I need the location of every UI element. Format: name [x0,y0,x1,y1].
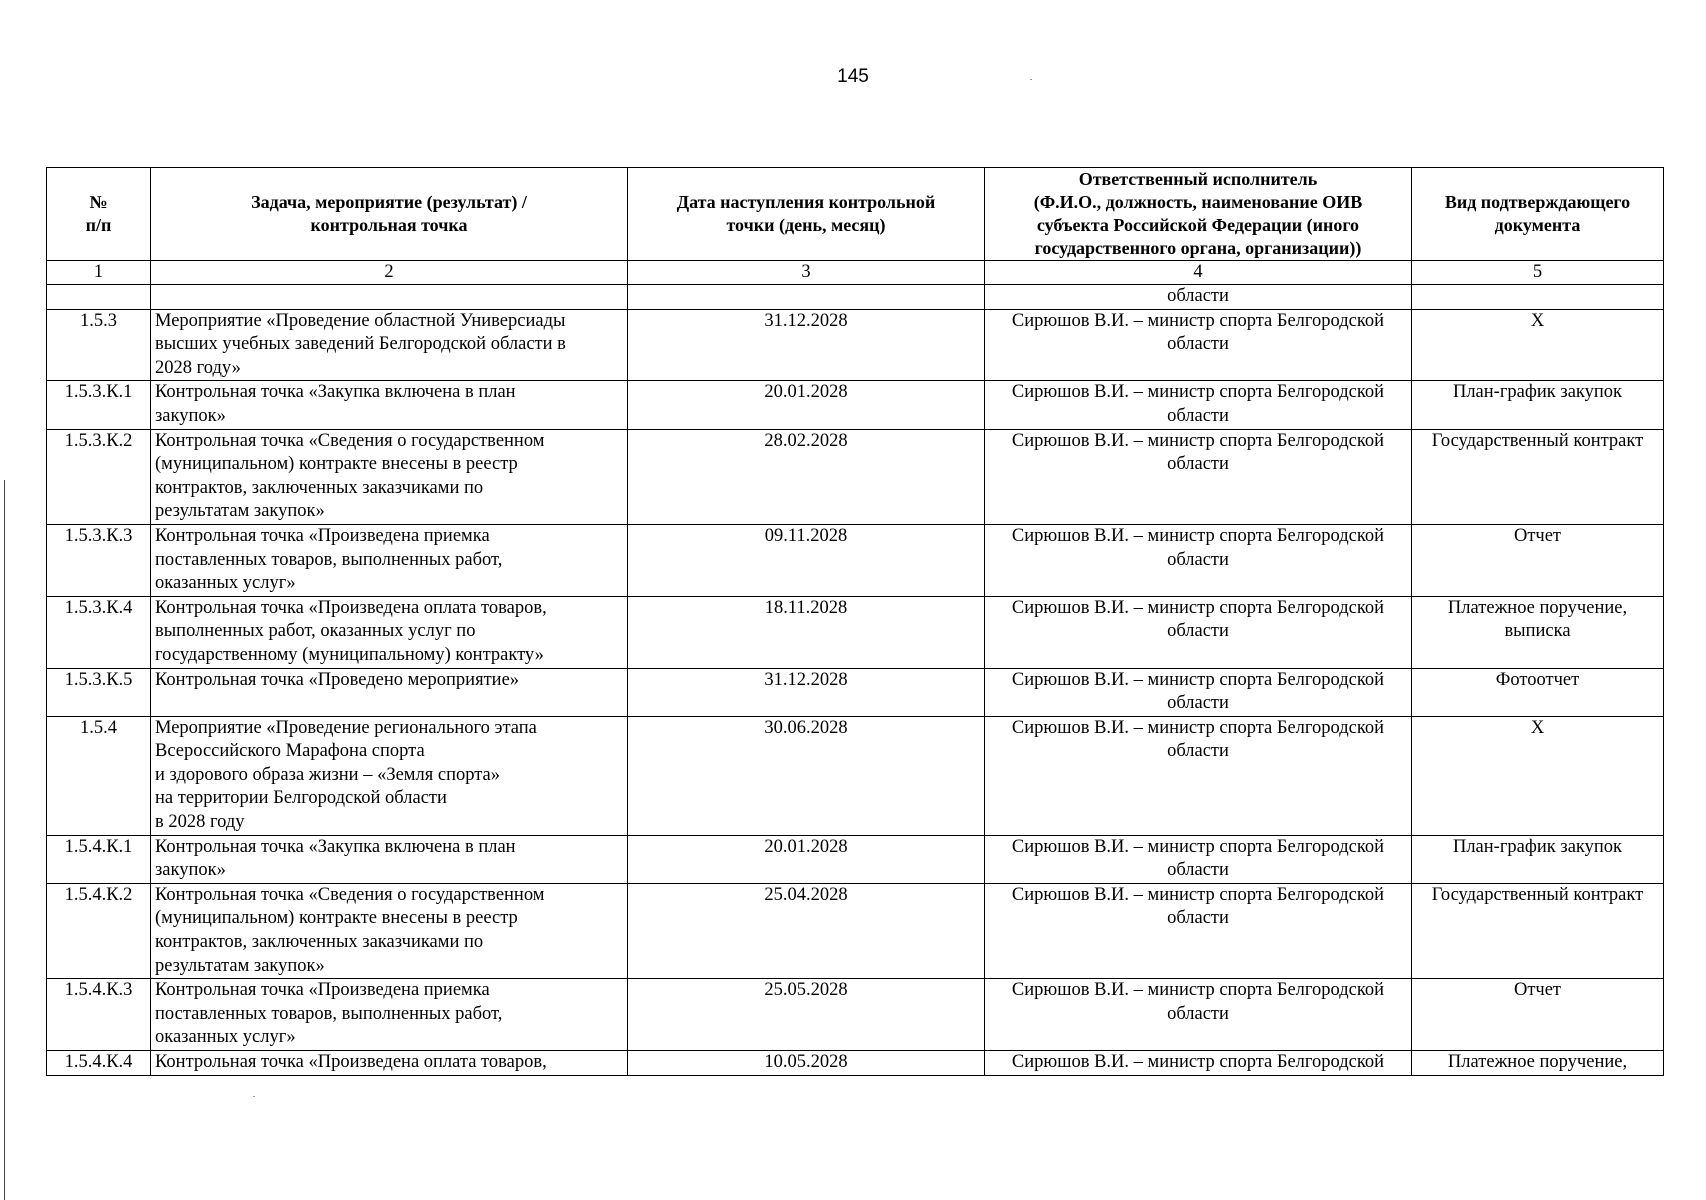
cell-date: 10.05.2028 [628,1051,985,1076]
cell-responsible-line: Сирюшов В.И. – министр спорта Белгородской [1011,430,1385,451]
cell-responsible [985,883,1412,978]
cell-task-line: Мероприятие «Проведение регионального этапа [155,717,537,738]
cell-task [151,429,628,524]
cell-date: 31.12.2028 [628,309,985,381]
cell-doc-line: Отчет [1513,525,1562,546]
cell-task-line: результатам закупок» [155,501,325,522]
cell-task [151,979,628,1051]
cell-date: 20.01.2028 [628,835,985,883]
cell-doc-line: Государственный контракт [1431,430,1644,451]
cell-num: 1.5.4 [47,716,151,835]
table-row [47,883,1664,978]
cell-responsible-line: области [1167,621,1229,642]
cell-task-line: Мероприятие «Проведение областной Универсиады [155,310,566,331]
cell-doc-line: Х [1530,717,1545,738]
cell-responsible-line: области [1167,334,1229,355]
cell-task-line: Контрольная точка «Произведена приемка [155,525,490,546]
cell-doc [1412,1051,1664,1076]
cell-task-line: и здорового образа жизни – «Земля спорта» [155,764,501,785]
cell-responsible-line: области [1167,405,1229,426]
cell-task-line: 2028 году» [155,357,241,378]
cell-task-line: контрактов, заключенных заказчиками по [155,477,484,498]
cell-responsible-line: Сирюшов В.И. – министр спорта Белгородской [1011,884,1385,905]
column-number-row [47,261,1664,285]
cell-task-line: на территории Белгородской области [155,788,447,809]
column-number: 4 [985,261,1412,285]
cell-task-line: Контрольная точка «Сведения о государственном [155,430,545,451]
table-row [47,668,1664,716]
cell-doc [1412,285,1664,310]
cell-task-line: (муниципальном) контракте внесены в реестр [155,454,518,475]
cell-date: 09.11.2028 [628,524,985,596]
cell-responsible-line: области [1167,1003,1229,1024]
cell-num: 1.5.3.К.1 [47,381,151,429]
cell-task [151,596,628,668]
cell-task [151,883,628,978]
cell-num: 1.5.3 [47,309,151,381]
cell-task [151,309,628,381]
cell-task [151,285,628,310]
continuation-row [47,285,1664,310]
cell-doc [1412,835,1664,883]
cell-task-line: контрактов, заключенных заказчиками по [155,932,484,953]
cell-responsible-line: Сирюшов В.И. – министр спорта Белгородской [1011,382,1385,403]
cell-responsible-line: области [1167,549,1229,570]
cell-responsible [985,716,1412,835]
cell-date: 31.12.2028 [628,668,985,716]
cell-task [151,1051,628,1076]
cell-task-line: Контрольная точка «Закупка включена в план [155,836,516,857]
cell-date: 25.05.2028 [628,979,985,1051]
page-number: 145 [837,66,869,87]
cell-num [47,285,151,310]
header-doc: Вид подтверждающего документа [1412,168,1664,261]
cell-task-line: Контрольная точка «Произведена оплата товаров, [155,1052,547,1072]
table-row [47,979,1664,1051]
control-points-table [46,167,1664,1076]
cell-num: 1.5.3.К.4 [47,596,151,668]
cell-doc-line: Фотоотчет [1495,669,1580,690]
cell-date: 18.11.2028 [628,596,985,668]
cell-task [151,524,628,596]
cell-num: 1.5.3.К.2 [47,429,151,524]
cell-doc [1412,524,1664,596]
cell-doc-line: План-график закупок [1452,836,1623,857]
cell-responsible [985,979,1412,1051]
column-number: 3 [628,261,985,285]
cell-doc [1412,381,1664,429]
header-num: № п/п [47,168,151,261]
table-row [47,524,1664,596]
cell-doc [1412,429,1664,524]
cell-responsible [985,835,1412,883]
table-row [47,309,1664,381]
cell-task [151,716,628,835]
cell-responsible-line: Сирюшов В.И. – министр спорта Белгородской [1011,1052,1385,1072]
cell-responsible [985,309,1412,381]
cell-task-line: поставленных товаров, выполненных работ, [155,549,503,570]
column-number: 1 [47,261,151,285]
scan-speck [253,1096,255,1097]
cell-responsible-line: Сирюшов В.И. – министр спорта Белгородской [1011,525,1385,546]
cell-doc [1412,979,1664,1051]
scan-speck [1030,79,1032,80]
header-date: Дата наступления контрольной точки (день, месяц) [628,168,985,261]
cell-num: 1.5.3.К.5 [47,668,151,716]
cell-task-line: (муниципальном) контракте внесены в реестр [155,908,518,929]
table-row [47,1051,1664,1076]
cell-doc-line: Государственный контракт [1431,884,1644,905]
cell-responsible-line: Сирюшов В.И. – министр спорта Белгородской [1011,669,1385,690]
cell-task-line: выполненных работ, оказанных услуг по [155,621,476,642]
cell-responsible-line: области [1167,454,1229,475]
table-row [47,835,1664,883]
cell-task-line: государственному (муниципальному) контракту» [155,644,544,665]
cell-responsible [985,668,1412,716]
table-row [47,381,1664,429]
cell-task-line: Контрольная точка «Произведена оплата товаров, [155,597,547,618]
cell-date [628,285,985,310]
cell-task-line: Контрольная точка «Сведения о государственном [155,884,545,905]
cell-task-line: Всероссийского Марафона спорта [155,741,425,762]
cell-responsible [985,429,1412,524]
table-row [47,716,1664,835]
cell-responsible-line: области [1167,908,1229,929]
cell-task-line: закупок» [155,860,226,881]
cell-doc [1412,596,1664,668]
cell-responsible-line: Сирюшов В.И. – министр спорта Белгородской [1011,836,1385,857]
header-task: Задача, мероприятие (результат) / контрольная точка [151,168,628,261]
cell-responsible-line: Сирюшов В.И. – министр спорта Белгородской [1011,597,1385,618]
cell-responsible-line: области [1167,693,1229,714]
cell-task-line: Контрольная точка «Проведено мероприятие» [155,669,520,690]
cell-num: 1.5.4.К.2 [47,883,151,978]
cell-task-line: Контрольная точка «Закупка включена в план [155,382,516,403]
cell-doc-line: Платежное поручение, [1447,1052,1628,1072]
cell-doc-line: выписка [1504,621,1571,642]
cell-date: 28.02.2028 [628,429,985,524]
scan-edge-line [4,480,5,1200]
column-number: 5 [1412,261,1664,285]
cell-responsible [985,1051,1412,1076]
cell-task-line: оказанных услуг» [155,573,296,594]
cell-responsible-line: Сирюшов В.И. – министр спорта Белгородской [1011,717,1385,738]
cell-responsible-line: области [1167,860,1229,881]
cell-doc [1412,883,1664,978]
cell-responsible [985,381,1412,429]
table-row [47,429,1664,524]
cell-doc [1412,309,1664,381]
cell-task [151,381,628,429]
cell-responsible [985,596,1412,668]
cell-doc [1412,716,1664,835]
column-number: 2 [151,261,628,285]
cell-doc-line: Отчет [1513,980,1562,1001]
cell-task-line: оказанных услуг» [155,1027,296,1048]
cell-task [151,668,628,716]
header-responsible: Ответственный исполнитель (Ф.И.О., должность, наименование ОИВ субъекта Российской Федерации (иного государственного органа, организации)) [985,168,1412,261]
cell-date: 30.06.2028 [628,716,985,835]
cell-date: 20.01.2028 [628,381,985,429]
cell-doc-line: Платежное поручение, [1447,597,1628,618]
table-row [47,596,1664,668]
cell-task [151,835,628,883]
cell-num: 1.5.4.К.3 [47,979,151,1051]
cell-task-line: поставленных товаров, выполненных работ, [155,1003,503,1024]
cell-responsible [985,524,1412,596]
cell-task-line: закупок» [155,405,226,426]
cell-doc-line: Х [1530,310,1545,331]
table-header-row [47,168,1664,261]
cell-task-line: высших учебных заведений Белгородской области в [155,334,566,355]
cell-task-line: в 2028 году [155,812,245,833]
cell-num: 1.5.4.К.4 [47,1051,151,1076]
cell-task-line: результатам закупок» [155,955,325,976]
cell-responsible: области [985,285,1412,310]
cell-num: 1.5.4.К.1 [47,835,151,883]
cell-doc [1412,668,1664,716]
cell-date: 25.04.2028 [628,883,985,978]
cell-responsible-line: Сирюшов В.И. – министр спорта Белгородской [1011,310,1385,331]
cell-task-line: Контрольная точка «Произведена приемка [155,980,490,1001]
cell-doc-line: План-график закупок [1452,382,1623,403]
cell-num: 1.5.3.К.3 [47,524,151,596]
cell-responsible-line: области [1167,741,1229,762]
cell-responsible-line: Сирюшов В.И. – министр спорта Белгородской [1011,980,1385,1001]
